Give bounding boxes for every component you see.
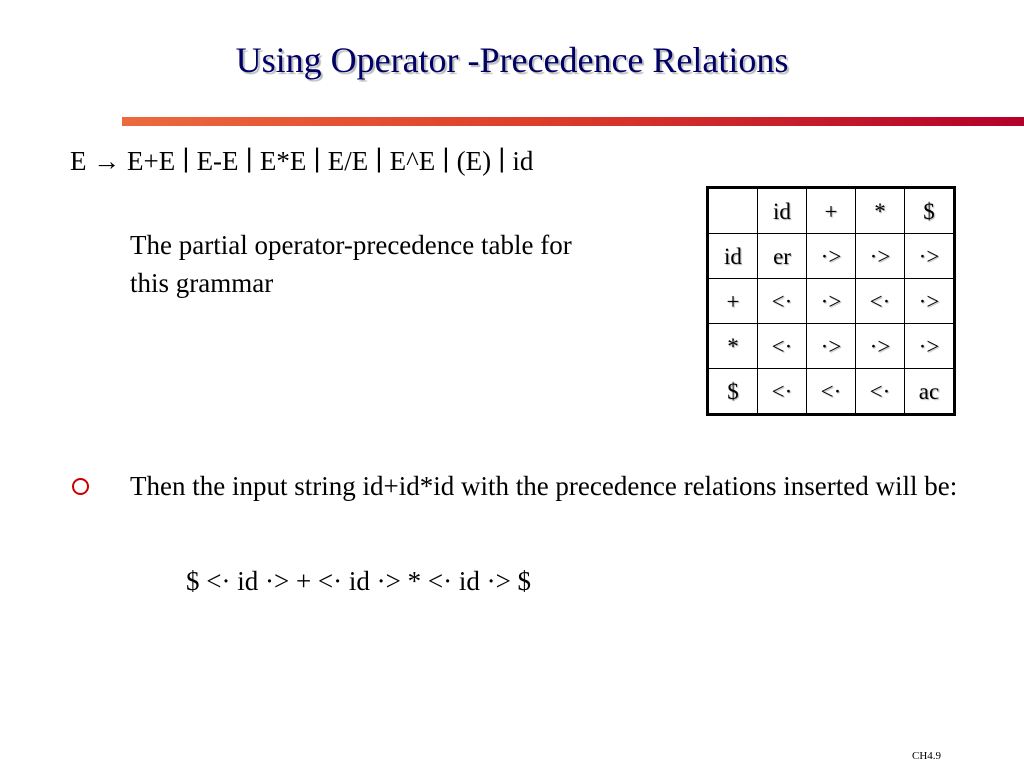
table-cell: ·>: [856, 324, 905, 369]
precedence-relations-string: $ <· id ·> + <· id ·> * <· id ·> $: [186, 566, 532, 596]
table-row: [708, 234, 955, 279]
table-cell: <·: [758, 369, 807, 415]
table-header-cell: +: [807, 188, 856, 234]
table-row: [708, 324, 955, 369]
table-cell: ac: [905, 369, 955, 415]
table-cell: ·>: [807, 279, 856, 324]
table-cell: <·: [758, 279, 807, 324]
table-header-cell: *: [856, 188, 905, 234]
table-cell: ·>: [807, 234, 856, 279]
table-cell: <·: [856, 369, 905, 415]
table-row: [708, 369, 955, 415]
slide-footer: CH4.9: [912, 750, 942, 762]
table-header-row: [708, 188, 955, 234]
grammar-production: E → E+E ∣ E-E ∣ E*E ∣ E/E ∣ E^E ∣ (E) ∣ id: [70, 146, 534, 176]
table-cell: <·: [758, 324, 807, 369]
table-cell: ·>: [807, 324, 856, 369]
table-row-label: +: [708, 279, 758, 324]
table-cell: <·: [807, 369, 856, 415]
table-cell: <·: [856, 279, 905, 324]
slide-title: Using Operator -Precedence Relations: [235, 40, 789, 80]
hollow-circle-bullet-icon: [72, 478, 89, 495]
title-underline-bar: [122, 117, 1024, 126]
table-caption: The partial operator-precedence table for this grammar: [130, 230, 572, 298]
table-header-cell: id: [758, 188, 807, 234]
table-cell: ·>: [905, 324, 955, 369]
table-cell: ·>: [856, 234, 905, 279]
bullet-text: Then the input string id+id*id with the precedence relations inserted will be:: [130, 471, 958, 501]
table-row: [708, 279, 955, 324]
table-row-label: $: [708, 369, 758, 415]
table-cell: ·>: [905, 234, 955, 279]
table-cell: er: [758, 234, 807, 279]
table-corner-cell: [708, 188, 758, 234]
table-cell: ·>: [905, 279, 955, 324]
table-row-label: id: [708, 234, 758, 279]
precedence-table: [706, 186, 956, 416]
table-header-cell: $: [905, 188, 955, 234]
table-row-label: *: [708, 324, 758, 369]
